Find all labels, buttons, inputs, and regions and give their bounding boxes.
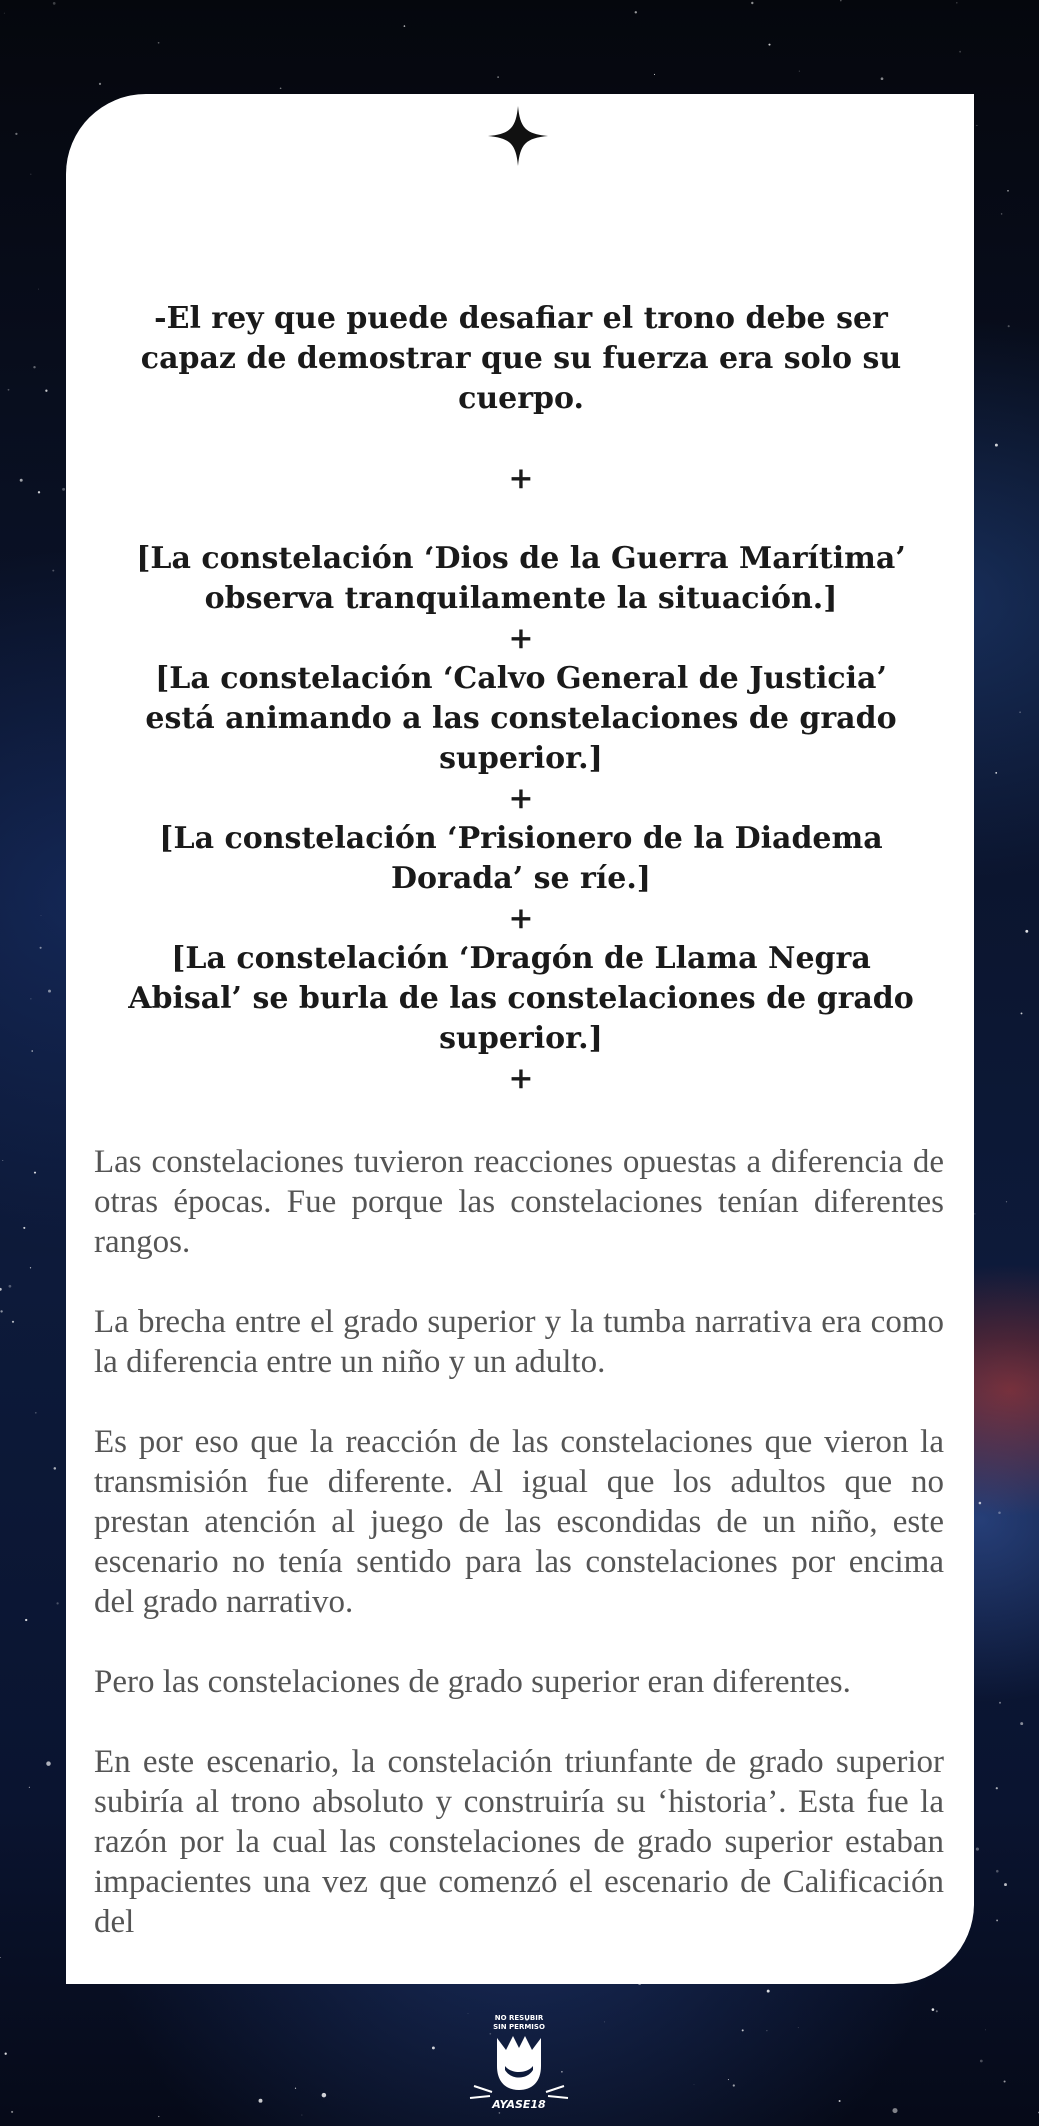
star [322, 2093, 327, 2098]
star [936, 2010, 938, 2012]
crown-mask-logo-icon [456, 2008, 582, 2118]
star [976, 125, 977, 126]
star [280, 87, 282, 89]
system-messages [126, 299, 916, 1099]
constellation-message: [La constelación ‘Prisionero de la Diadema Dorada’ se ríe.] [159, 821, 883, 896]
star [404, 25, 406, 27]
star [979, 1502, 982, 1505]
star [995, 772, 997, 774]
star [54, 1467, 57, 1470]
paragraph: La brecha entre el grado superior y la tumba narrativa era como la diferencia entre un niño y un adulto. [94, 1304, 944, 1380]
paragraph: En este escenario, la constelación triunfante de grado superior subiría al trono absoluto y construiría su ‘historia’. Esta fue la razón por la cual las constelaciones de grado superior estaban impacientes una vez que comenzó el escenario de Calificación del [94, 1744, 944, 1940]
star [45, 390, 47, 392]
star [23, 1227, 25, 1229]
star [0, 1288, 2, 1291]
star [158, 42, 160, 44]
star [34, 1172, 36, 1174]
narrative-body [94, 1142, 944, 1942]
star [881, 77, 884, 80]
star [1007, 190, 1009, 192]
separator-plus: + [508, 621, 534, 656]
star [8, 389, 10, 391]
paragraph: Es por eso que la reacción de las constelaciones que vieron la transmisión fue diferente. Al igual que los adultos que no prestan atención al juego de las escondidas de un niño, este escenario no tenía sentido para las constelaciones por encima del grado narrativo. [94, 1424, 944, 1620]
watermark-line1: NO RESUBIR [494, 2014, 544, 2022]
star [48, 990, 51, 993]
star [998, 1511, 1001, 1514]
separator-plus: + [508, 901, 534, 936]
star [5, 2053, 7, 2055]
star [1006, 1201, 1007, 1202]
opening-line: -El rey que puede desafiar el trono debe ser capaz de demostrar que su fuerza era solo su cuerpo. [140, 301, 902, 416]
star [38, 289, 39, 290]
star [40, 947, 42, 949]
star [30, 998, 31, 999]
star [694, 2084, 695, 2085]
star [46, 1761, 51, 1766]
star [604, 2022, 605, 2023]
star [728, 2079, 729, 2080]
star [839, 2100, 841, 2102]
star [2, 1160, 3, 1161]
star [768, 44, 770, 46]
star [635, 11, 637, 13]
star [29, 1787, 30, 1788]
star [301, 2115, 302, 2116]
star [4, 13, 5, 14]
star [996, 1870, 999, 1873]
star [974, 1213, 975, 1214]
star [25, 1619, 27, 1621]
star [1001, 213, 1003, 215]
star [932, 2008, 935, 2011]
star [20, 479, 23, 482]
separator-plus: + [508, 461, 534, 496]
star [52, 570, 54, 572]
star [31, 1050, 33, 1052]
star [432, 2046, 435, 2049]
star [12, 1321, 14, 1323]
star [15, 133, 17, 135]
star [999, 1702, 1001, 1704]
star [766, 2030, 767, 2031]
star [9, 1285, 12, 1288]
star [35, 1412, 37, 1414]
star [259, 2099, 263, 2103]
star [654, 74, 655, 75]
star [53, 2, 56, 5]
star [33, 366, 35, 368]
paragraph: Pero las constelaciones de grado superior eran diferentes. [94, 1664, 851, 1700]
star [1019, 711, 1021, 713]
star [956, 2, 958, 4]
star [11, 2111, 13, 2113]
star [31, 174, 32, 175]
star [56, 1602, 58, 1604]
star [799, 71, 800, 72]
star [892, 2108, 897, 2113]
star [742, 2029, 744, 2031]
star [1025, 930, 1028, 933]
star [62, 488, 65, 491]
star [959, 51, 961, 53]
star [840, 0, 842, 1]
star [30, 1267, 31, 1268]
star [38, 491, 40, 493]
star [798, 2027, 799, 2028]
star [733, 2084, 735, 2086]
star [1021, 1012, 1023, 1014]
star [985, 2030, 986, 2031]
star [1020, 1722, 1023, 1725]
four-point-star-icon [486, 104, 550, 168]
star [0, 1957, 1, 1958]
star [996, 1787, 998, 1789]
separator-plus: + [508, 781, 534, 816]
star [1004, 2080, 1006, 2082]
paragraph: Las constelaciones tuvieron reacciones opuestas a diferencia de otras épocas. Fue porque las constelaciones tenían diferentes rangos. [94, 1144, 944, 1260]
constellation-message: [La constelación ‘Dragón de Llama Negra Abisal’ se burla de las constelaciones de grado superior.] [128, 941, 914, 1056]
star [976, 1848, 979, 1851]
star [996, 1919, 998, 1921]
star [41, 915, 42, 916]
star [0, 1310, 2, 1312]
star [158, 2116, 159, 2117]
star [751, 2, 753, 4]
star [980, 2060, 983, 2063]
star [995, 444, 998, 447]
star [767, 1990, 770, 1993]
constellation-message: [La constelación ‘Dios de la Guerra Marítima’ observa tranquilamente la situación.] [136, 541, 906, 616]
star [1004, 1883, 1007, 1886]
watermark-name: AYASE18 [492, 2098, 546, 2111]
star [1008, 325, 1010, 327]
text-card [66, 94, 974, 1984]
star [295, 2088, 296, 2089]
constellation-message: [La constelación ‘Calvo General de Justicia’ está animando a las constelaciones de grado superior.] [145, 661, 897, 776]
star [99, 83, 101, 85]
separator-plus: + [508, 1061, 534, 1096]
star [497, 76, 499, 78]
watermark-line2: SIN PERMISO [493, 2023, 545, 2031]
